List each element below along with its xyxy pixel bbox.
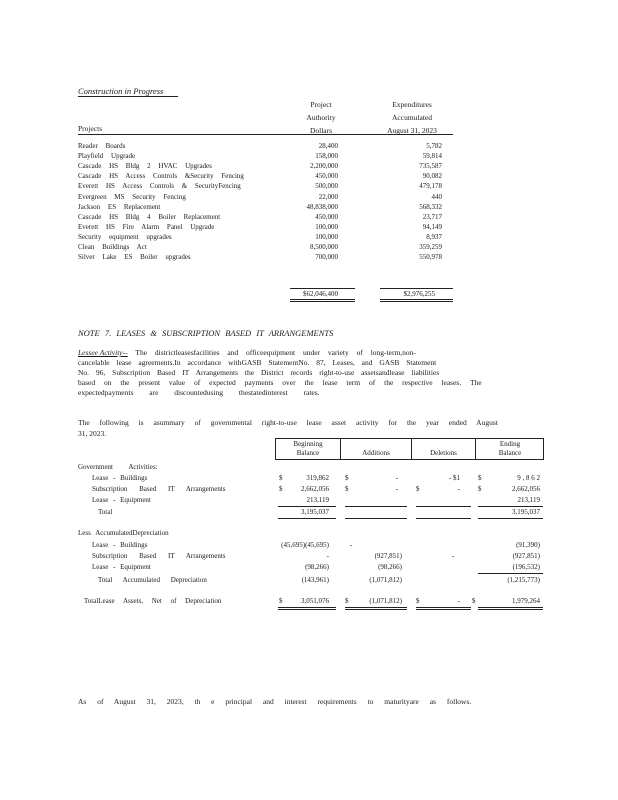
currency-sign: $ <box>478 485 482 493</box>
section-accumulated-depreciation: Less AccumulatedDepreciation <box>78 529 169 537</box>
subtotal-rule <box>416 506 471 507</box>
value-additions: (1,071,812) <box>369 576 402 584</box>
cip-project-name: Reader Boards <box>78 142 126 150</box>
value-additions: (98,266) <box>378 563 402 571</box>
cip-project-name: Cascade HS Bldg 2 HVAC Upgrades <box>78 162 212 171</box>
header-line: Balance <box>296 449 320 457</box>
header-line: Accumulated <box>392 113 432 122</box>
value-beginning: (143,961) <box>301 576 329 584</box>
value-beginning: 3,195,037 <box>301 508 329 516</box>
para-line: No. 96, Subscription Based IT Arrangements the District records right-to-use assetsandlease liabilities <box>78 368 440 377</box>
value-additions: - <box>395 485 398 493</box>
subtotal-rule <box>278 506 336 507</box>
row-label: Lease - Equipment <box>92 496 151 504</box>
cip-expended-value: 59,814 <box>422 152 442 161</box>
value-ending: (927,851) <box>512 552 540 560</box>
header-line: Expenditures <box>392 100 432 109</box>
value-deletions: - $1 <box>448 474 460 482</box>
cip-expended-value: 568,332 <box>419 202 442 211</box>
value-ending: (1,215,773) <box>507 576 540 584</box>
cip-header-expenditures <box>372 98 452 137</box>
value-additions: - <box>395 474 398 482</box>
note7-heading: NOTE 7. LEASES & SUBSCRIPTION BASED IT ARRANGEMENTS <box>78 328 334 338</box>
cip-total-expended: $2,976,255 <box>403 290 435 298</box>
value-deletions: - <box>457 597 460 605</box>
cip-total-rule-bottom-a2 <box>290 301 355 302</box>
currency-sign: $ <box>416 485 420 493</box>
cip-total-authority: $62,046,400 <box>303 290 338 298</box>
subtotal-rule <box>478 573 543 574</box>
subtotal-rule <box>478 506 543 507</box>
currency-sign: $ <box>345 485 349 493</box>
header-deletions: Deletions <box>430 449 457 457</box>
total-rule <box>345 518 407 519</box>
cip-authority-value: 22,000 <box>318 192 338 201</box>
cip-authority-value: 100,000 <box>315 222 338 231</box>
net-rule-double <box>278 609 336 610</box>
total-rule <box>478 518 543 519</box>
cip-header-authority <box>286 98 356 137</box>
row-label-total: Total <box>98 508 113 516</box>
value-beginning: 213,119 <box>306 496 329 504</box>
net-rule-double <box>416 609 471 610</box>
value-beginning: - <box>326 552 329 560</box>
value-ending: 1,979,264 <box>512 597 540 605</box>
para-line: expectedpayments are discountedusing thestatedinterest rates. <box>78 388 320 397</box>
cip-authority-value: 158,000 <box>315 152 338 161</box>
value-additions: - <box>350 541 353 549</box>
cip-project-name: Cascade HS Bldg 4 Boiler Replacement <box>78 212 221 221</box>
para-line: cancelable lease agreements.In accordance withGASB StatementNo. 87, Leases, and GASB Statement <box>78 358 437 367</box>
cip-authority-value: 2,200,000 <box>310 162 338 171</box>
cip-expended-value: 550,978 <box>419 253 442 262</box>
value-ending: (196,532) <box>512 563 540 571</box>
para-line-rest: The districtleasesfacilities and officeequipment under variety of long-term,non- <box>127 348 416 357</box>
cip-authority-value: 450,000 <box>315 212 338 221</box>
cip-authority-value: 450,000 <box>315 172 338 181</box>
note7-paragraph-1 <box>78 348 518 398</box>
maturity-intro-text: As of August 31, 2023, th e principal and interest requirements to maturityare as follows. <box>78 697 472 706</box>
row-label: Lease - Buildings <box>92 541 148 549</box>
header-line: Authority <box>306 113 336 122</box>
cip-total-rule-top-b <box>380 288 453 289</box>
note7-paragraph-2 <box>78 417 518 439</box>
cip-total-rule-bottom-b2 <box>380 301 453 302</box>
header-line: Project <box>310 100 332 109</box>
cip-expended-value: 8,937 <box>426 232 442 241</box>
row-label-net: TotalLease Assets, Net of Depreciation <box>84 597 222 605</box>
cip-authority-value: 500,000 <box>315 182 338 191</box>
net-rule <box>478 607 543 608</box>
section-government-activities: Government Activities: <box>78 463 158 471</box>
row-label: Subscription Based IT Arrangements <box>92 552 226 560</box>
cip-total-rule-bottom-a <box>290 299 355 300</box>
header-line: Balance <box>498 449 522 457</box>
cip-authority-value: 28,400 <box>318 142 338 150</box>
currency-sign: $ <box>279 474 283 482</box>
cip-authority-value: 48,838,000 <box>306 202 338 211</box>
header-line: August 31, 2023 <box>387 126 437 135</box>
currency-sign: $ <box>279 597 283 605</box>
row-label: Lease - Equipment <box>92 563 151 571</box>
header-additions: Additions <box>362 449 390 457</box>
cip-project-name: Clean Buildings Act <box>78 243 147 251</box>
total-rule <box>416 518 471 519</box>
currency-sign: $ <box>279 485 283 493</box>
header-ending <box>476 440 544 458</box>
cip-expended-value: 90,082 <box>422 172 442 181</box>
cip-title: Construction in Progress <box>78 86 164 96</box>
net-rule-double <box>478 609 543 610</box>
cip-total-rule-top-a <box>290 288 355 289</box>
cip-project-name: Everett HS Fire Alarm Panel Upgrade <box>78 222 215 231</box>
currency-sign: $ <box>345 597 349 605</box>
value-ending: 3,195,037 <box>512 508 540 516</box>
value-beginning: 3,051,076 <box>301 597 329 605</box>
para-line-text <box>78 348 416 358</box>
row-label: Lease - Buildings <box>92 474 148 482</box>
subtotal-rule <box>345 506 407 507</box>
cip-project-name: Playfield Upgrade <box>78 152 136 161</box>
cip-project-name: Cascade HS Access Controls &Security Fencing <box>78 172 244 181</box>
cip-header-rule <box>78 134 453 135</box>
value-beginning: 319,862 <box>306 474 329 482</box>
value-additions: (1,071,812) <box>369 597 402 605</box>
cip-authority-value: 100,000 <box>315 232 338 241</box>
cip-total-rule-bottom-b <box>380 299 453 300</box>
row-label-total: Total Accumulated Depreciation <box>98 576 207 584</box>
currency-sign: $ <box>478 474 482 482</box>
cip-authority-value: 700,000 <box>315 253 338 262</box>
net-rule <box>416 607 471 608</box>
cip-expended-value: 440 <box>431 192 442 201</box>
currency-sign: $ <box>416 597 420 605</box>
value-ending: 213,119 <box>517 496 540 504</box>
value-beginning: (98,266) <box>305 563 329 571</box>
para-line: based on the present value of expected payments over the lease term of the respective leases. The <box>78 378 482 387</box>
cip-expended-value: 94,149 <box>422 222 442 231</box>
cip-authority-value: 8,500,000 <box>310 243 338 251</box>
cip-expended-value: 23,717 <box>422 212 442 221</box>
header-beginning <box>276 440 340 458</box>
value-ending: 2,662,056 <box>512 485 540 493</box>
lessee-activity-lead: Lessee Activity-- <box>78 348 128 357</box>
value-ending: 9 , 8 6 2 <box>517 474 540 482</box>
cip-project-name: Everett HS Access Controls & SecurityFencing <box>78 182 241 191</box>
currency-sign: $ <box>345 474 349 482</box>
net-rule <box>345 607 407 608</box>
cip-header-projects: Projects <box>78 124 103 133</box>
cip-expended-value: 359,259 <box>419 243 442 251</box>
cip-expended-value: 5,782 <box>426 142 442 150</box>
header-line: Dollars <box>309 126 333 135</box>
para-line: The following is asummary of governmental right-to-use lease asset activity for the year ended August <box>78 418 498 427</box>
value-beginning: 2,662,056 <box>301 485 329 493</box>
cip-project-name: Silver Lake ES Boiler upgrades <box>78 253 191 262</box>
para-line <box>78 348 518 358</box>
currency-sign: $ <box>472 597 476 605</box>
cip-project-name: Evergreen MS Security Fencing <box>78 192 186 201</box>
cip-expended-value: 735,587 <box>419 162 442 171</box>
cip-project-name: Jackson ES Replacement <box>78 202 161 211</box>
header-line: Ending <box>499 440 521 448</box>
total-rule <box>278 518 336 519</box>
row-label: Subscription Based IT Arrangements <box>92 485 226 493</box>
value-ending: (91,390) <box>516 541 540 549</box>
cip-project-name: Security equipment upgrades <box>78 232 172 241</box>
cip-title-underline <box>78 96 178 97</box>
para-line: 31, 2023. <box>78 429 107 438</box>
value-deletions: - <box>457 485 460 493</box>
value-additions: (927,851) <box>374 552 402 560</box>
header-line: Beginning <box>293 440 323 448</box>
value-deletions: - <box>452 552 455 560</box>
net-rule <box>278 607 336 608</box>
net-rule-double <box>345 609 407 610</box>
cip-expended-value: 479,178 <box>419 182 442 191</box>
value-beginning: (45,695)(45,695) <box>281 541 329 549</box>
